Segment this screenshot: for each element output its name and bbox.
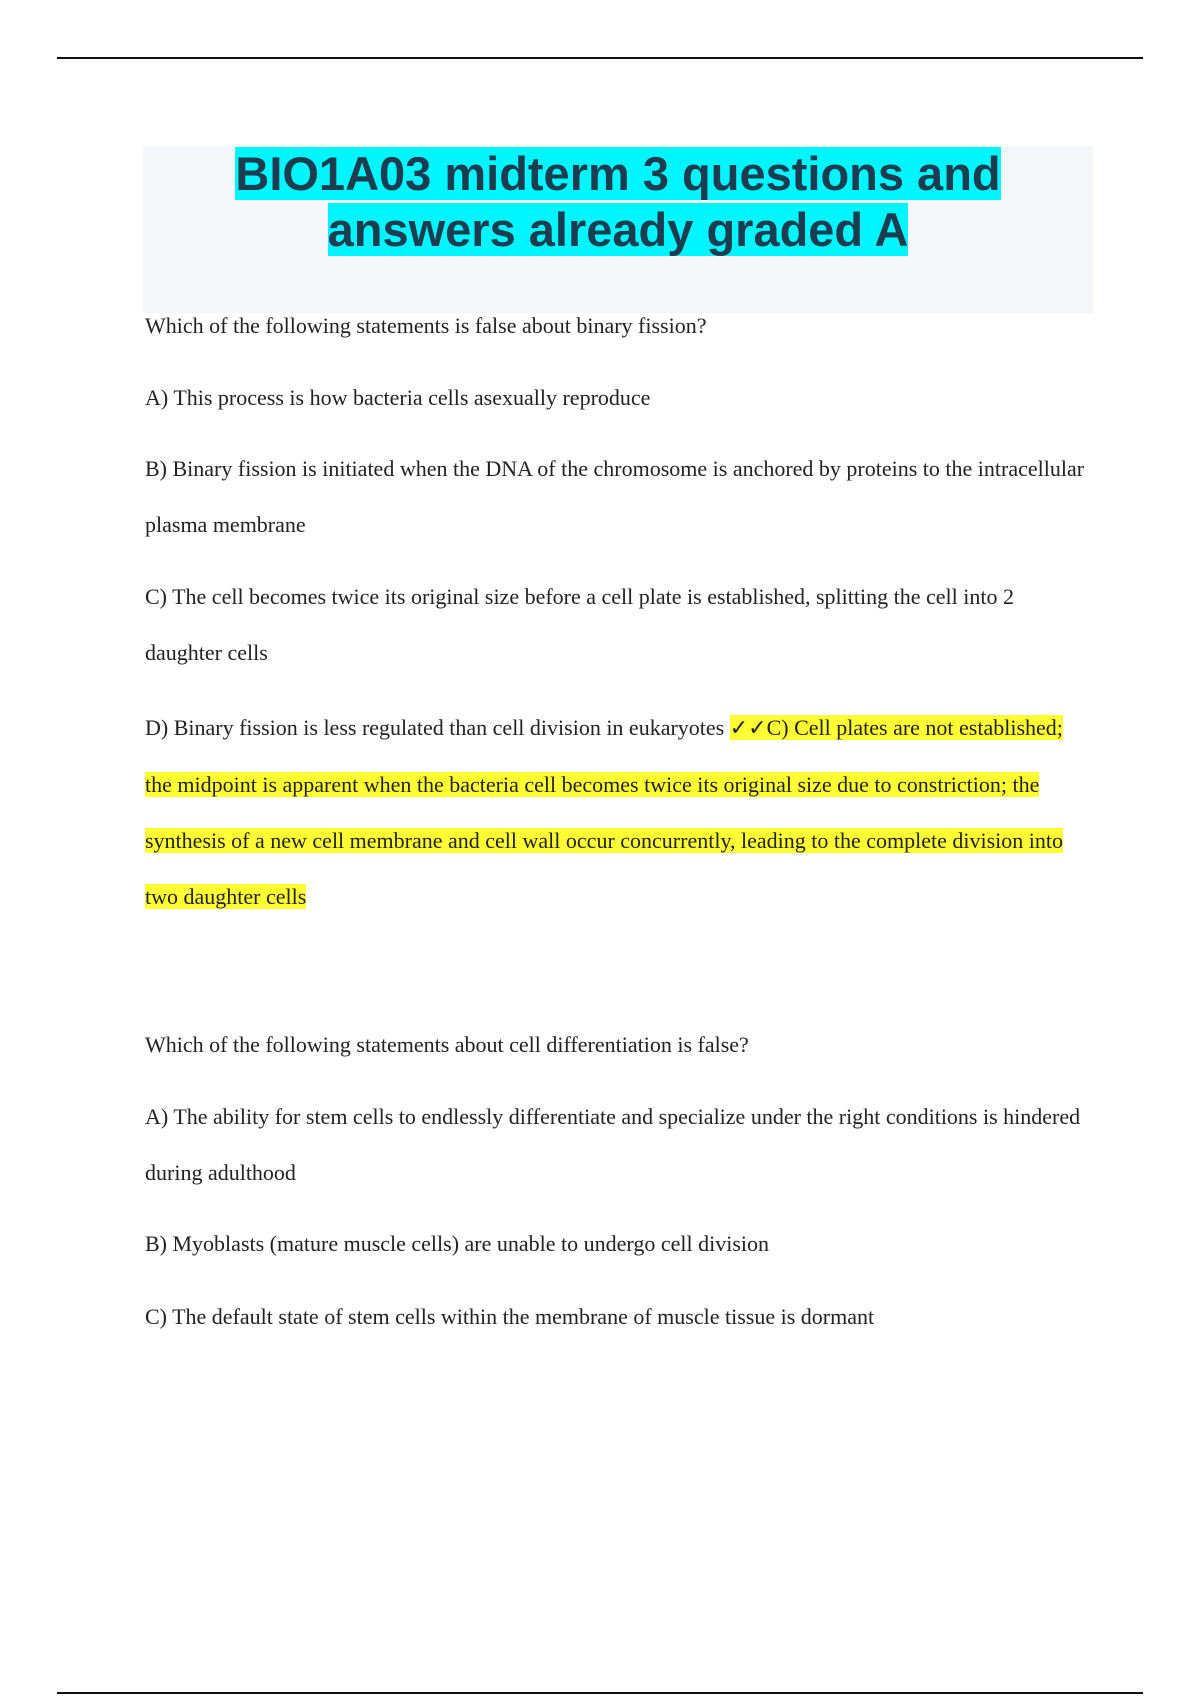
question-1-option-a: A) This process is how bacteria cells asexually reproduce	[145, 385, 651, 410]
question-1-option-c: C) The cell becomes twice its original size before a cell plate is established, splitting the cell into 2 daughter cells	[145, 584, 1014, 665]
question-1-option-b: B) Binary fission is initiated when the DNA of the chromosome is anchored by proteins to the intracellular plasma membrane	[145, 456, 1085, 537]
question-1-text: Which of the following statements is false about binary fission?	[145, 313, 707, 338]
bottom-rule	[57, 1692, 1143, 1694]
question-1-answer: C) Cell plates are not established; the midpoint is apparent when the bacteria cell becomes twice its original size due to constriction; the synthesis of a new cell membrane and cell wall occur concurrently, leading to the complete division into two daughter cells	[145, 715, 1064, 909]
question-2-option-b: B) Myoblasts (mature muscle cells) are unable to undergo cell division	[145, 1231, 769, 1256]
answer-highlight	[145, 715, 1063, 909]
page-title	[143, 146, 1093, 258]
question-2-text: Which of the following statements about cell differentiation is false?	[145, 1032, 749, 1057]
title-line-2: answers already graded A	[327, 203, 909, 256]
title-line-1: BIO1A03 midterm 3 questions and	[235, 147, 1001, 200]
question-2-option-c: C) The default state of stem cells within the membrane of muscle tissue is dormant	[145, 1304, 875, 1329]
question-1-option-d-with-answer	[145, 700, 1095, 925]
top-rule	[57, 57, 1143, 59]
question-1-option-d: D) Binary fission is less regulated than cell division in eukaryotes	[145, 715, 725, 740]
check-mark-icon: ✓✓	[729, 716, 767, 741]
question-2-option-a: A) The ability for stem cells to endlessly differentiate and specialize under the right conditions is hindered during adulthood	[145, 1104, 1081, 1185]
